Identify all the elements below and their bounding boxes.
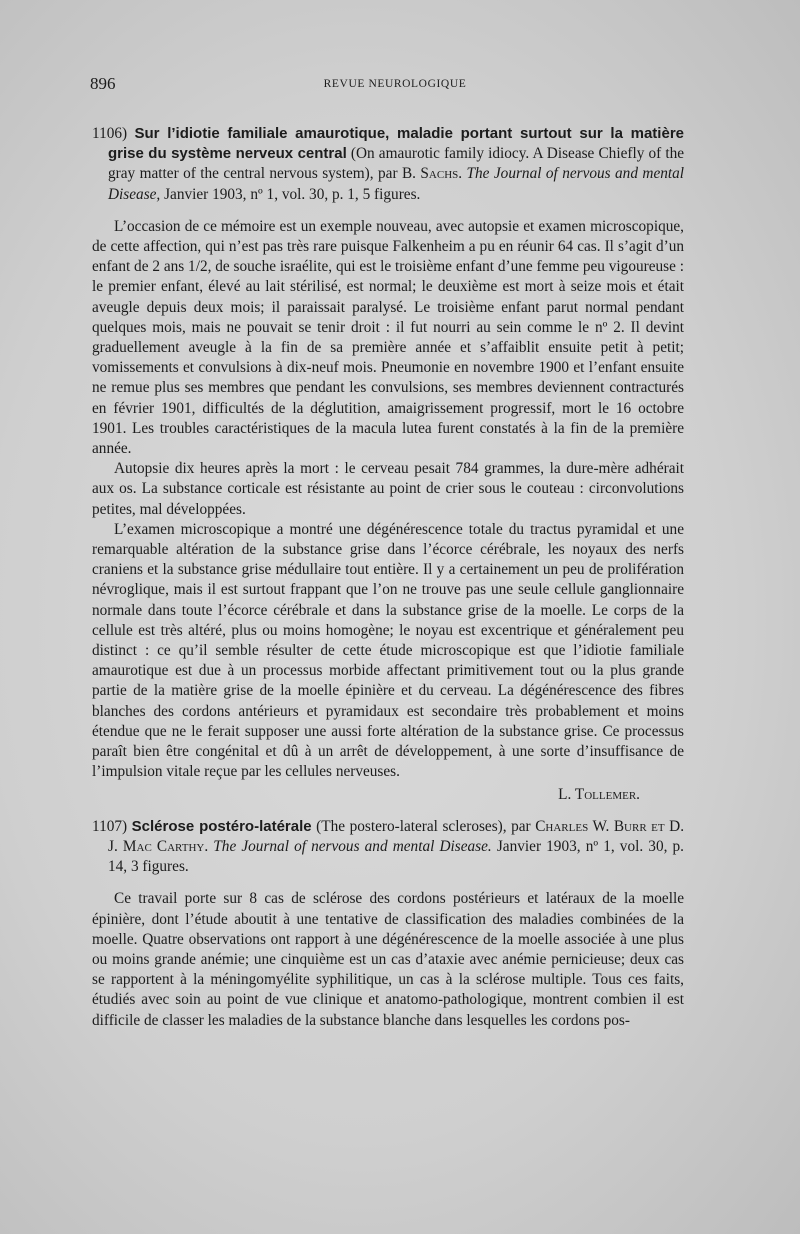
article-author: B. Sachs. [401,165,463,183]
paragraph: Ce travail porte sur 8 cas de sclérose des cordons postérieurs et latéraux de la moelle épinière, dont l’étude aboutit à une tentative de classification des maladies combinées de la moelle. Quatre observations ont rapport à une dégénérescence de la moelle associée à une plus ou moins grande anémie; une cinquième est un cas d’ataxie avec anémie pernicieuse; deux cas se rapportent à la méningomyélite syphilitique, un cas à la sclérose multiple. Tous ces faits, étudiés avec soin au point de vue clinique et anatomo-pathologique, montrent combien il est difficile de classer les maladies de la substance blanche dans lesquelles les cordons pos- [92,890,684,1029]
article-authors: Charles W. Burr et D. J. Mac Carthy. [108,817,685,855]
paragraph: Autopsie dix heures après la mort : le cerveau pesait 784 grammes, la dure-mère adhérait aux os. La substance corticale est résistante au point de crier sous le couteau : circonvolutions petites, mal développées. [92,460,684,518]
article-english-title: (On amaurotic family idiocy. A Disease Chiefly of the gray matter of the central nervous system), par [108,145,685,183]
paragraph: L’occasion de ce mémoire est un exemple nouveau, avec autopsie et examen microscopique, de cette affection, qui n’est pas très rare puisque Falkenheim a pu en réunir 64 cas. Il s’agit d’un enfant de 2 ans 1/2, de souche israélite, qui est le troisième enfant d’une femme peu vigoureuse : le premier enfant, élevé au lait stérilisé, est normal; le deuxième est mort à seize mois et était aveugle depuis deux mois; il paraissait paralysé. Le troisième enfant parut normal pendant quelques mois, mais ne pouvait se tenir droit : il fut nourri au sein comme le nº 2. Il devint graduellement aveugle à la fin de sa première année et s’affaiblit ensuite petit à petit; vomissements et convulsions à dix-neuf mois. Pneumonie en novembre 1900 et l’enfant ensuite ne remue plus ses membres que pendant les convulsions, ses membres deviennent contracturés en février 1901, difficultés de la déglutition, amaigrissement progressif, mort le 16 octobre 1901. Les troubles caractéristiques de la macula lutea furent constatés à la fin de la première année. [92,217,684,458]
journal-name: The Journal of nervous and mental Disease, [108,165,685,203]
article-1106-heading [92,124,684,205]
journal-name: The Journal of nervous and mental Disease. [213,837,492,855]
article-english-title: (The postero-lateral scleroses), par [316,817,531,835]
article-1107-heading [92,817,684,878]
page-number: 896 [90,74,116,93]
citation: Janvier 1903, nº 1, vol. 30, p. 1, 5 figures. [164,185,421,203]
page-content [92,124,684,1031]
paragraph: L’examen microscopique a montré une dégénérescence totale du tractus pyramidal et une remarquable altération de la substance grise dans l’écorce cérébrale, les noyaux des nerfs craniens et la substance grise médullaire tout entière. Il y a certainement un peu de prolifération névroglique, mais il est surtout frappant que l’on ne trouve pas une seule cellule ganglionnaire normale dans toute l’écorce cérébrale et dans la substance grise de la moelle. Le corps de la cellule est très altéré, plus ou moins homogène; le noyau est excentrique et généralement peu distinct : ce qu’il semble résulter de cette étude microscopique est que l’idiotie familiale amaurotique est due à un processus morbide affectant primitivement tout ou la plus grande partie de la matière grise de la moelle épinière et du cerveau. La dégénérescence des fibres blanches des cordons antérieurs et pyramidaux est secondaire très probablement et moins étendue que ne le ferait supposer une aussi forte altération de la substance grise. Ce processus paraît bien être congénital et dû à un arrêt de développement, à une sorte d’insuffisance de l’impulsion vitale reçue par les cellules nerveuses. [92,520,684,781]
page-header [90,74,700,98]
article-title: Sur l’idiotie familiale amaurotique, maladie portant surtout sur la matière grise du système nerveux central [108,125,684,163]
running-title: REVUE NEUROLOGIQUE [323,78,467,90]
article-title: Sclérose postéro-latérale [131,817,312,835]
article-number: 1107) [92,817,128,835]
signature: L. Tollemer. [558,785,640,803]
article-number: 1106) [92,125,128,142]
citation: Janvier 1903, nº 1, vol. 30, p. 14, 3 figures. [108,837,685,876]
